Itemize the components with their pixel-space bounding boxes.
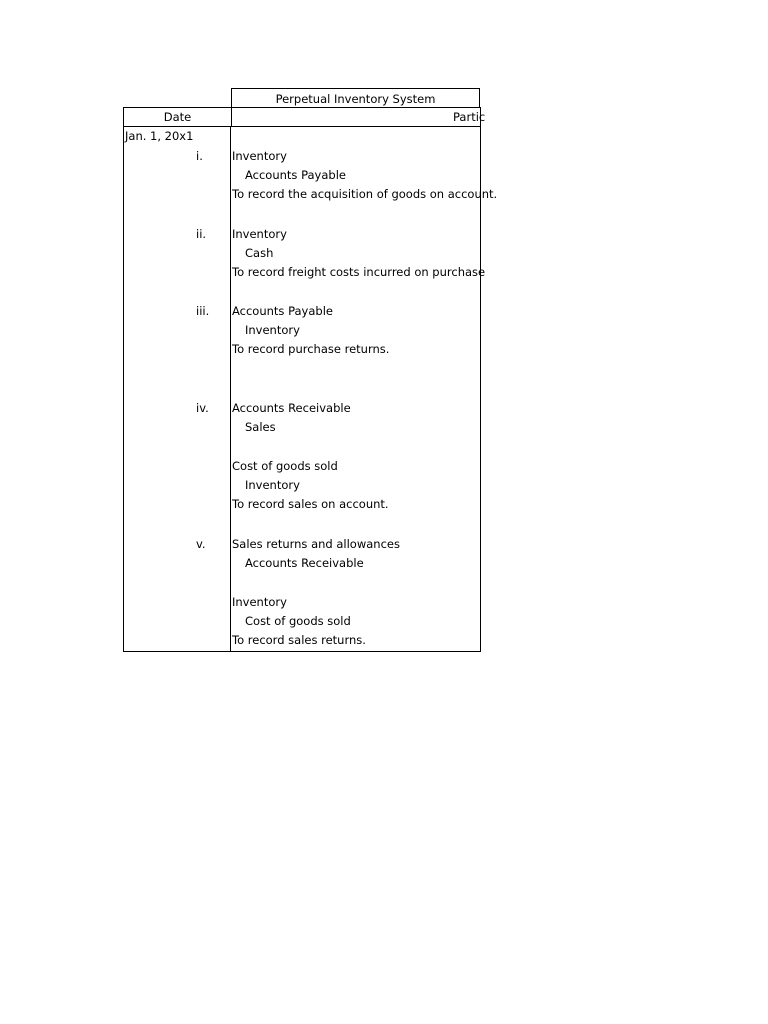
entry-explanation: To record purchase returns. (232, 342, 390, 356)
debit-account: Accounts Payable (232, 304, 333, 318)
entry-number: ii. (196, 227, 207, 241)
debit-account: Cost of goods sold (232, 459, 338, 473)
particulars-column-header: Partic (453, 110, 486, 124)
particulars-column-header-cell (232, 108, 486, 126)
entry-explanation: To record sales returns. (232, 633, 366, 647)
credit-account: Accounts Payable (245, 168, 346, 182)
journal-date: Jan. 1, 20x1 (125, 129, 194, 143)
debit-account: Inventory (232, 227, 287, 241)
debit-account: Inventory (232, 595, 287, 609)
debit-account: Sales returns and allowances (232, 537, 400, 551)
entry-number: i. (196, 149, 203, 163)
debit-account: Accounts Receivable (232, 401, 351, 415)
entry-explanation: To record the acquisition of goods on account. (232, 187, 498, 201)
date-column-header: Date (124, 108, 232, 126)
table-title: Perpetual Inventory System (231, 88, 480, 107)
entry-explanation: To record freight costs incurred on purchase (232, 265, 486, 279)
table-header-row (123, 107, 486, 127)
credit-account: Cost of goods sold (245, 614, 351, 628)
credit-account: Sales (245, 420, 276, 434)
credit-account: Cash (245, 246, 274, 260)
credit-account: Inventory (245, 323, 300, 337)
credit-account: Inventory (245, 478, 300, 492)
table-body (123, 126, 498, 652)
entry-number: iv. (196, 401, 209, 415)
debit-account: Inventory (232, 149, 287, 163)
column-divider (230, 126, 231, 651)
entry-number: v. (196, 537, 206, 551)
credit-account: Accounts Receivable (245, 556, 364, 570)
entry-explanation: To record sales on account. (232, 497, 389, 511)
entry-number: iii. (196, 304, 210, 318)
